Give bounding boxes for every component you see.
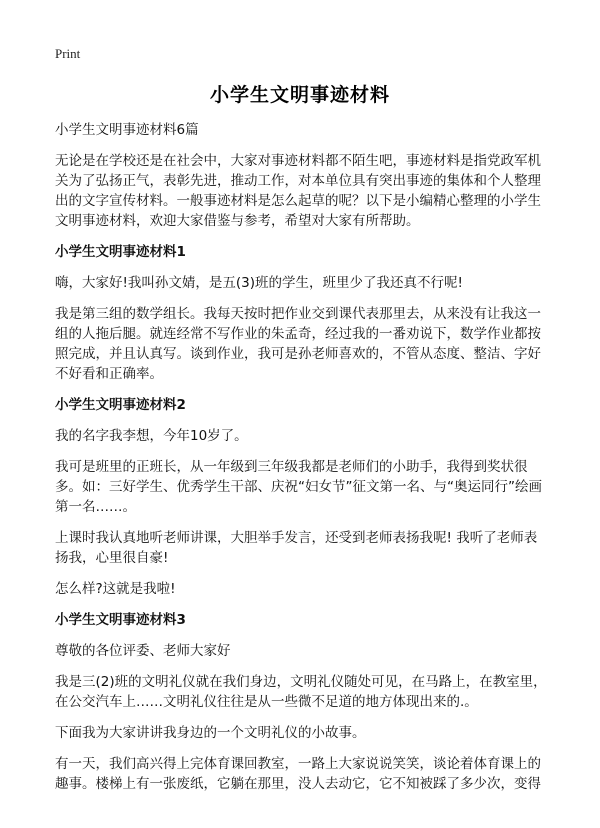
section-3-paragraph-1: 尊敬的各位评委、老师大家好 (55, 643, 231, 659)
document-body (55, 120, 547, 805)
section-3-paragraph-3: 下面我为大家讲讲我身边的一个文明礼仪的小故事。 (55, 725, 366, 741)
section-2-paragraph-1: 我的名字我李想，今年10岁了。 (55, 428, 248, 444)
document-subtitle: 小学生文明事迹材料6篇 (55, 122, 199, 138)
section-2-heading: 小学生文明事迹材料2 (55, 397, 186, 413)
intro-paragraph: 无论是在学校还是在社会中，大家对事迹材料都不陌生吧，事迹材料是指党政军机关为了弘扬正气，表彰先进，推动工作，对本单位具有突出事迹的集体和个人整理出的文字宣传材料。一般事迹材料是怎么起草的呢？以下是小编精心整理的小学生文明事迹材料，欢迎大家借鉴与参考，希望对大家有所帮助。 (55, 153, 541, 229)
section-3-heading: 小学生文明事迹材料3 (55, 612, 186, 628)
section-1-heading: 小学生文明事迹材料1 (55, 244, 186, 260)
section-2-paragraph-4: 怎么样?这就是我啦! (55, 581, 176, 597)
section-1-paragraph-2: 我是第三组的数学组长。我每天按时把作业交到课代表那里去，从来没有让我这一组的人拖后腿。就连经常不写作业的朱孟奇，经过我的一番劝说下，数学作业都按照完成，并且认真写。谈到作业，我可是孙老师喜欢的，不管从态度、整洁、字好不好看和正确率。 (55, 306, 541, 382)
section-3-paragraph-2: 我是三(2)班的文明礼仪就在我们身边，文明礼仪随处可见，在马路上，在教室里，在公交汽车上……文明礼仪往往是从一些微不足道的地方体现出来的.。 (55, 674, 547, 710)
section-2-paragraph-2: 我可是班里的正班长，从一年级到三年级我都是老师们的小助手，我得到奖状很多。如：三好学生、优秀学生干部、庆祝“妇女节”征文第一名、与“奥运同行”绘画第一名……。 (55, 459, 542, 515)
page-title: 小学生文明事迹材料 (209, 84, 390, 106)
section-3-paragraph-4: 有一天，我们高兴得上完体育课回教室，一路上大家说说笑笑，谈论着体育课上的趣事。楼梯上有一张废纸，它躺在那里，没人去动它，它不知被踩了多少次，变得 (55, 756, 541, 792)
section-2-paragraph-3: 上课时我认真地听老师讲课，大胆举手发言，还受到老师表扬我呢! 我听了老师表扬我，心里很自豪! (55, 530, 538, 566)
print-link[interactable]: Print (55, 46, 81, 61)
section-1-paragraph-1: 嗨，大家好!我叫孙文婧，是五(3)班的学生，班里少了我还真不行呢! (55, 275, 463, 291)
